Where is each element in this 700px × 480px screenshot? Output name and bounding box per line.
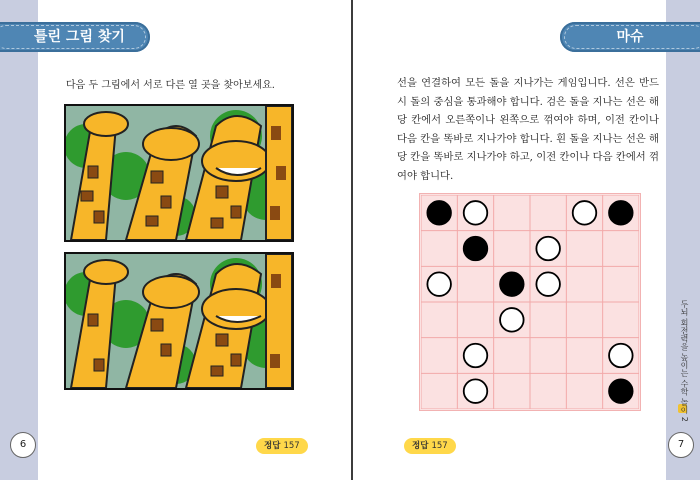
white-stone [464, 344, 488, 368]
answer-badge-left [256, 438, 308, 454]
black-stone [464, 237, 488, 261]
black-stone [427, 201, 451, 225]
giraffe-picture-original [64, 104, 294, 242]
answer-page: 157 [431, 441, 448, 451]
left-section-tab: 틀린 그림 찾기 [0, 22, 150, 52]
black-stone [500, 272, 524, 296]
giraffe-scene-top [66, 106, 292, 240]
white-stone [609, 344, 633, 368]
answer-page: 157 [283, 441, 300, 451]
white-stone [500, 308, 524, 332]
black-stone [609, 201, 633, 225]
answer-label: 정답 [412, 441, 429, 451]
answer-label: 정답 [264, 441, 281, 451]
white-stone [573, 201, 597, 225]
page-number-left: 6 [10, 432, 36, 458]
black-stone [609, 379, 633, 403]
rules-text: 선을 연결하여 모든 돌을 지나가는 게임입니다. 선은 반드시 돌의 중심을 통과해야 합니다. 검은 돌을 지나는 선은 해당 칸에서 오른쪽이나 왼쪽으로 꺾여야 하며, 이전 칸이나 다음 칸을 똑바로 지나가야 합니다. 흰 돌을 지나는 선은 해당 칸을 똑바로 지나가야 하고, 이전 칸이나 다음 칸에서 꺾여야 합니다. [397, 77, 659, 182]
white-stone [464, 201, 488, 225]
white-stone [464, 379, 488, 403]
right-section-tab: 마슈 [560, 22, 700, 52]
masyu-puzzle-grid [421, 195, 639, 409]
side-series-label: 두뇌 회전력을 높이는 수학 놀이 2 [680, 300, 689, 422]
white-stone [427, 272, 451, 296]
page-number-right: 7 [668, 432, 694, 458]
instruction-text: 다음 두 그림에서 서로 다른 열 곳을 찾아보세요. [66, 80, 275, 91]
left-margin-band [0, 0, 38, 480]
answer-badge-right [404, 438, 456, 454]
white-stone [536, 272, 560, 296]
giraffe-scene-bottom [66, 254, 292, 388]
white-stone [536, 237, 560, 261]
giraffe-picture-modified [64, 252, 294, 390]
